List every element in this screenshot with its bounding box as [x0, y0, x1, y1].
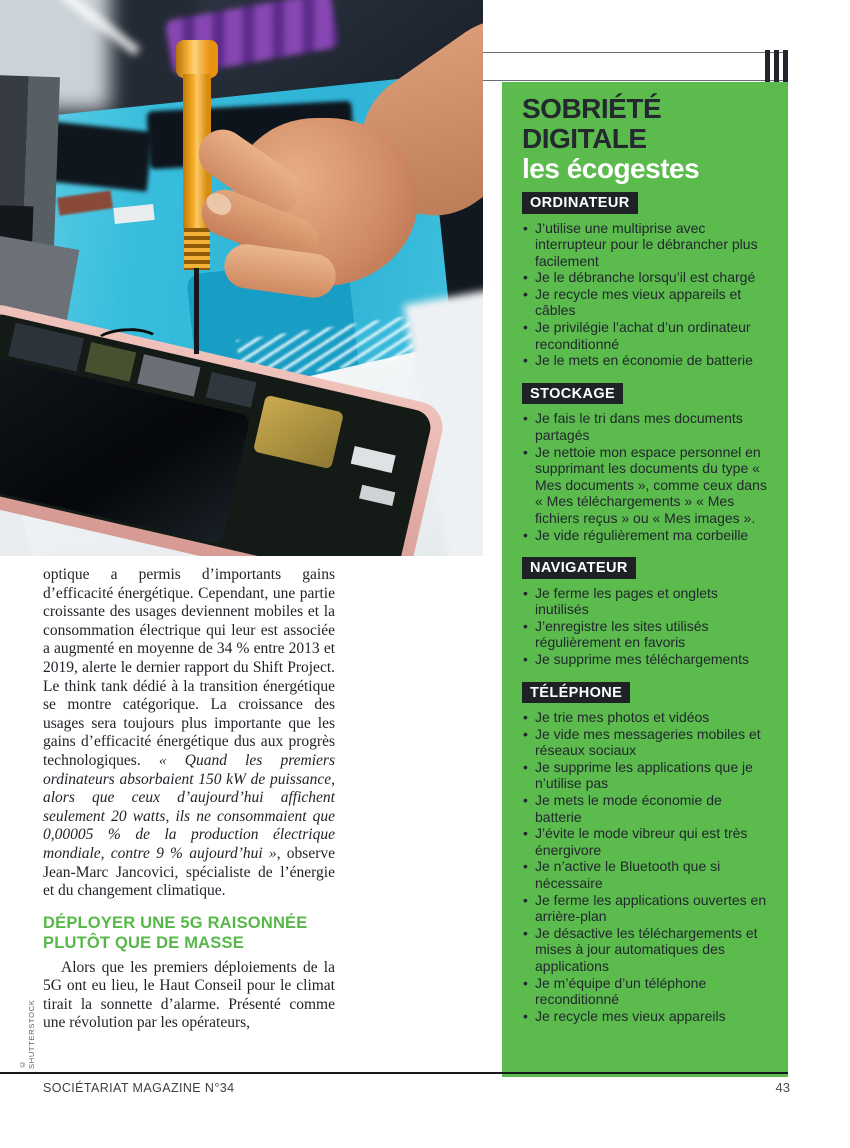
bar: [774, 50, 779, 83]
section-tag: TÉLÉPHONE: [522, 682, 630, 704]
article-paragraph: Alors que les premiers déploiements de la 5G ont eu lieu, le Haut Conseil pour le climat tirait la sonnette d’alarme. Présenté comme une révolution par les opérateurs,: [43, 958, 335, 1032]
list-item: • Je nettoie mon espace personnel en supprimant les documents du type « Mes documents », comme ceux dans « Mes téléchargements » « Mes fichiers reçus » ou « Mes images ».: [522, 444, 772, 527]
bar: [783, 50, 788, 83]
list-item: • Je mets le mode économie de batterie: [522, 792, 772, 825]
triple-bars-icon: [765, 50, 788, 83]
panel-subtitle: les écogestes: [522, 153, 700, 184]
list-item: • Je privilégie l’achat d’un ordinateur reconditionné: [522, 319, 772, 352]
ecogestes-list: [522, 709, 772, 1024]
section-tag: NAVIGATEUR: [522, 557, 636, 579]
list-item: • Je vide mes messageries mobiles et réseaux sociaux: [522, 726, 772, 759]
list-item: • Je le mets en économie de batterie: [522, 352, 772, 369]
list-item: • J’utilise une multiprise avec interrupteur pour le débrancher plus facilement: [522, 220, 772, 270]
photo-screwdriver-cap: [176, 40, 218, 78]
section-stockage: [522, 369, 772, 543]
ecogestes-list: [522, 220, 772, 369]
article-text: optique a permis d’importants gains d’efficacité énergétique. Cependant, une partie croissante des usages deviennent mobiles et la consommation électrique qui leur est associée a augmenté en moyenne de 34 % entre 2013 et 2019, alerte le dernier rapport du Shift Project. Le think tank dédié à la transition énergétique se montre catégorique. La croissance des usages sera toujours plus importante que les gains d’efficacité énergétique dus aux progrès technologiques.: [43, 566, 335, 769]
section-ordinateur: [522, 184, 772, 369]
subhead-line1: DÉPLOYER UNE 5G RAISONNÉE: [43, 913, 308, 932]
section-navigateur: [522, 543, 772, 667]
ecogestes-list: [522, 410, 772, 543]
list-item: • Je ferme les applications ouvertes en arrière-plan: [522, 892, 772, 925]
list-item: • Je supprime les applications que je n’utilise pas: [522, 759, 772, 792]
list-item: • Je recycle mes vieux appareils et câbles: [522, 286, 772, 319]
list-item: • Je recycle mes vieux appareils: [522, 1008, 772, 1025]
section-telephone: [522, 668, 772, 1025]
list-item: • Je vide régulièrement ma corbeille: [522, 527, 772, 544]
article-subhead: [43, 913, 335, 953]
panel-title-line1: SOBRIÉTÉ: [522, 93, 662, 124]
list-item: • J’enregistre les sites utilisés régulièrement en favoris: [522, 618, 772, 651]
hero-photo: [0, 0, 483, 556]
list-item: • Je supprime mes téléchargements: [522, 651, 772, 668]
panel-title-line2: DIGITALE: [522, 123, 647, 154]
article-quote: « Quand les premiers ordinateurs absorbaient 150 kW de puissance, alors que ceux d’aujourd’hui affichent seulement 20 watts, ils ne consommaient que 0,00005 % de la production électrique mondiale, contre 9 % aujourd’hui »: [43, 751, 336, 862]
photo-screwdriver-shaft: [194, 268, 199, 354]
section-tag: ORDINATEUR: [522, 192, 638, 214]
bar: [765, 50, 770, 83]
footer-magazine-title: SOCIÉTARIAT MAGAZINE N°34: [43, 1081, 235, 1095]
article-column: [43, 566, 335, 1033]
subhead-line2: PLUTÔT QUE DE MASSE: [43, 933, 244, 952]
photo-credit: © SHUTTERSTOCK: [18, 999, 36, 1069]
list-item: • Je fais le tri dans mes documents partagés: [522, 410, 772, 443]
article-text: , observe Jean-Marc Jancovici, spécialiste de l’énergie et du changement climatique.: [43, 844, 336, 900]
list-item: • Je le débranche lorsqu’il est chargé: [522, 269, 772, 286]
photo-screwdriver-ferrule: [184, 228, 210, 270]
list-item: • Je n’active le Bluetooth que si nécessaire: [522, 858, 772, 891]
list-item: • Je trie mes photos et vidéos: [522, 709, 772, 726]
header-rule: [483, 52, 788, 81]
section-tag: STOCKAGE: [522, 383, 623, 405]
article-paragraph: [43, 566, 335, 901]
list-item: • J’évite le mode vibreur qui est très énergivore: [522, 825, 772, 858]
ecogestes-list: [522, 585, 772, 668]
footer-rule: [0, 1072, 788, 1074]
ecogestes-panel: [502, 82, 788, 1077]
list-item: • Je m’équipe d’un téléphone reconditionné: [522, 975, 772, 1008]
list-item: • Je ferme les pages et onglets inutilisés: [522, 585, 772, 618]
list-item: • Je désactive les téléchargements et mises à jour automatiques des applications: [522, 925, 772, 975]
page-number: 43: [775, 1080, 790, 1095]
